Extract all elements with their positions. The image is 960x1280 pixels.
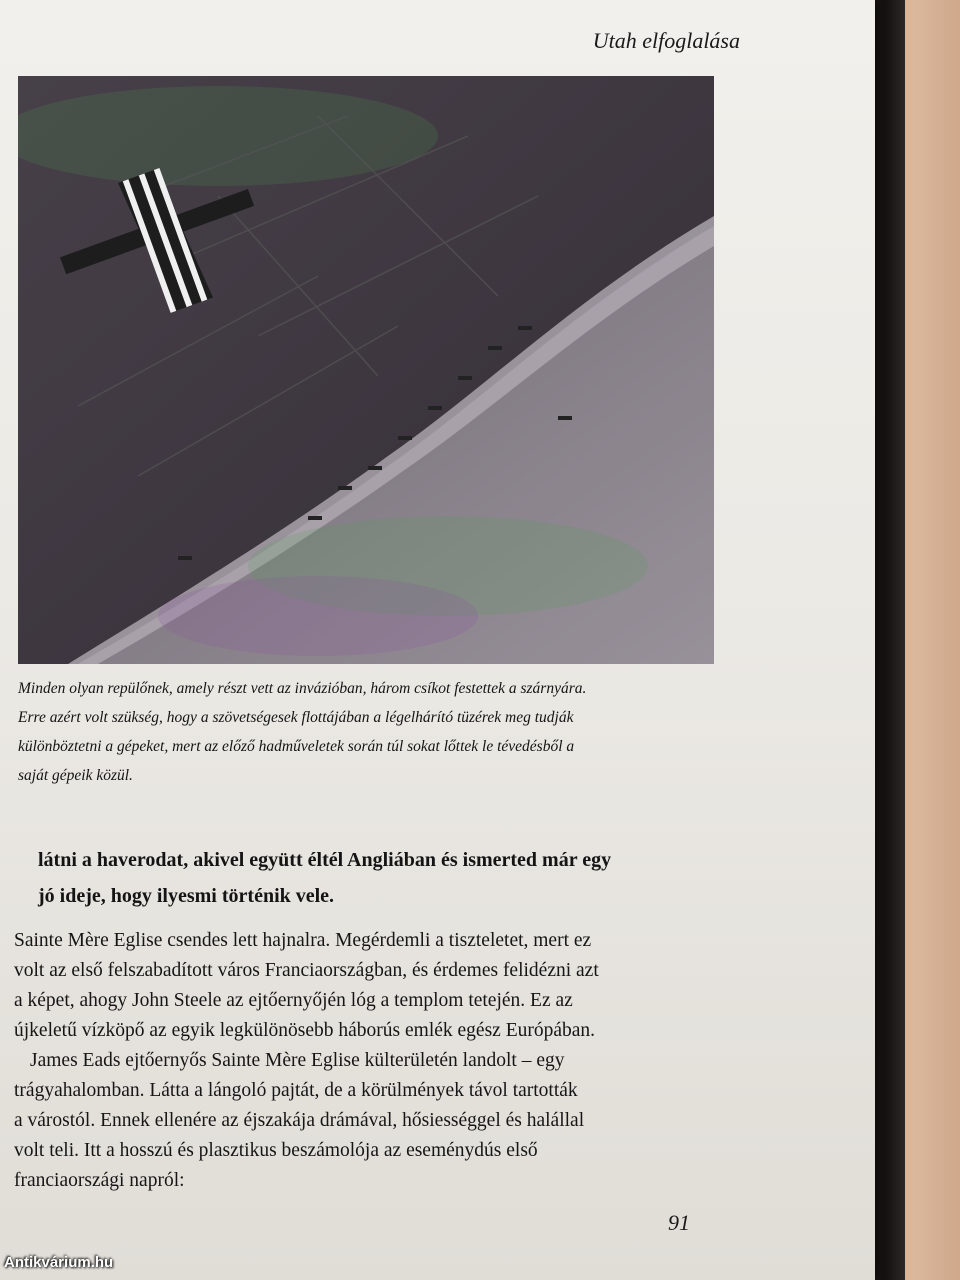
aerial-photo <box>18 76 714 664</box>
body-line: a képet, ahogy John Steele az ejtőernyőjén lóg a templom tetején. Ez az <box>14 990 573 1011</box>
aerial-photo-glider-icon <box>18 76 714 664</box>
bold-quote-paragraph <box>38 842 678 914</box>
caption-line: Erre azért volt szükség, hogy a szövetségesek flottájában a légelhárító tüzérek meg tudják <box>18 709 574 726</box>
caption-line: Minden olyan repülőnek, amely részt vett az invázióban, három csíkot festettek a szárnyára. <box>18 680 587 697</box>
bold-line: jó ideje, hogy ilyesmi történik vele. <box>38 885 335 907</box>
body-line: volt az első felszabadított város Franciaországban, és érdemes felidézni azt <box>14 960 599 981</box>
body-line: franciaországi napról: <box>14 1170 185 1191</box>
photo-caption <box>18 674 708 790</box>
body-line: volt teli. Itt a hosszú és plasztikus beszámolója az eseménydús első <box>14 1140 538 1161</box>
watermark: Antikvárium.hu <box>4 1254 114 1271</box>
body-line: a várostól. Ennek ellenére az éjszakája drámával, hősiességgel és halállal <box>14 1110 585 1131</box>
body-line: újkeletű vízköpő az egyik legkülönösebb háborús emlék egész Európában. <box>14 1020 596 1041</box>
body-text <box>14 926 704 1196</box>
body-line: trágyahalomban. Látta a lángoló pajtát, de a körülmények távol tartották <box>14 1080 578 1101</box>
running-head: Utah elfoglalása <box>592 28 740 53</box>
bold-line: látni a haverodat, akivel együtt éltél Angliában és ismerted már egy <box>38 849 612 871</box>
caption-line: különböztetni a gépeket, mert az előző hadműveletek során túl sokat lőttek le tévedésből a <box>18 738 575 755</box>
caption-line: saját gépeik közül. <box>18 767 133 784</box>
body-line: Sainte Mère Eglise csendes lett hajnalra. Megérdemli a tiszteletet, mert ez <box>14 930 592 951</box>
body-line: James Eads ejtőernyős Sainte Mère Eglise külterületén landolt – egy <box>30 1050 565 1071</box>
page-number: 91 <box>668 1210 690 1235</box>
